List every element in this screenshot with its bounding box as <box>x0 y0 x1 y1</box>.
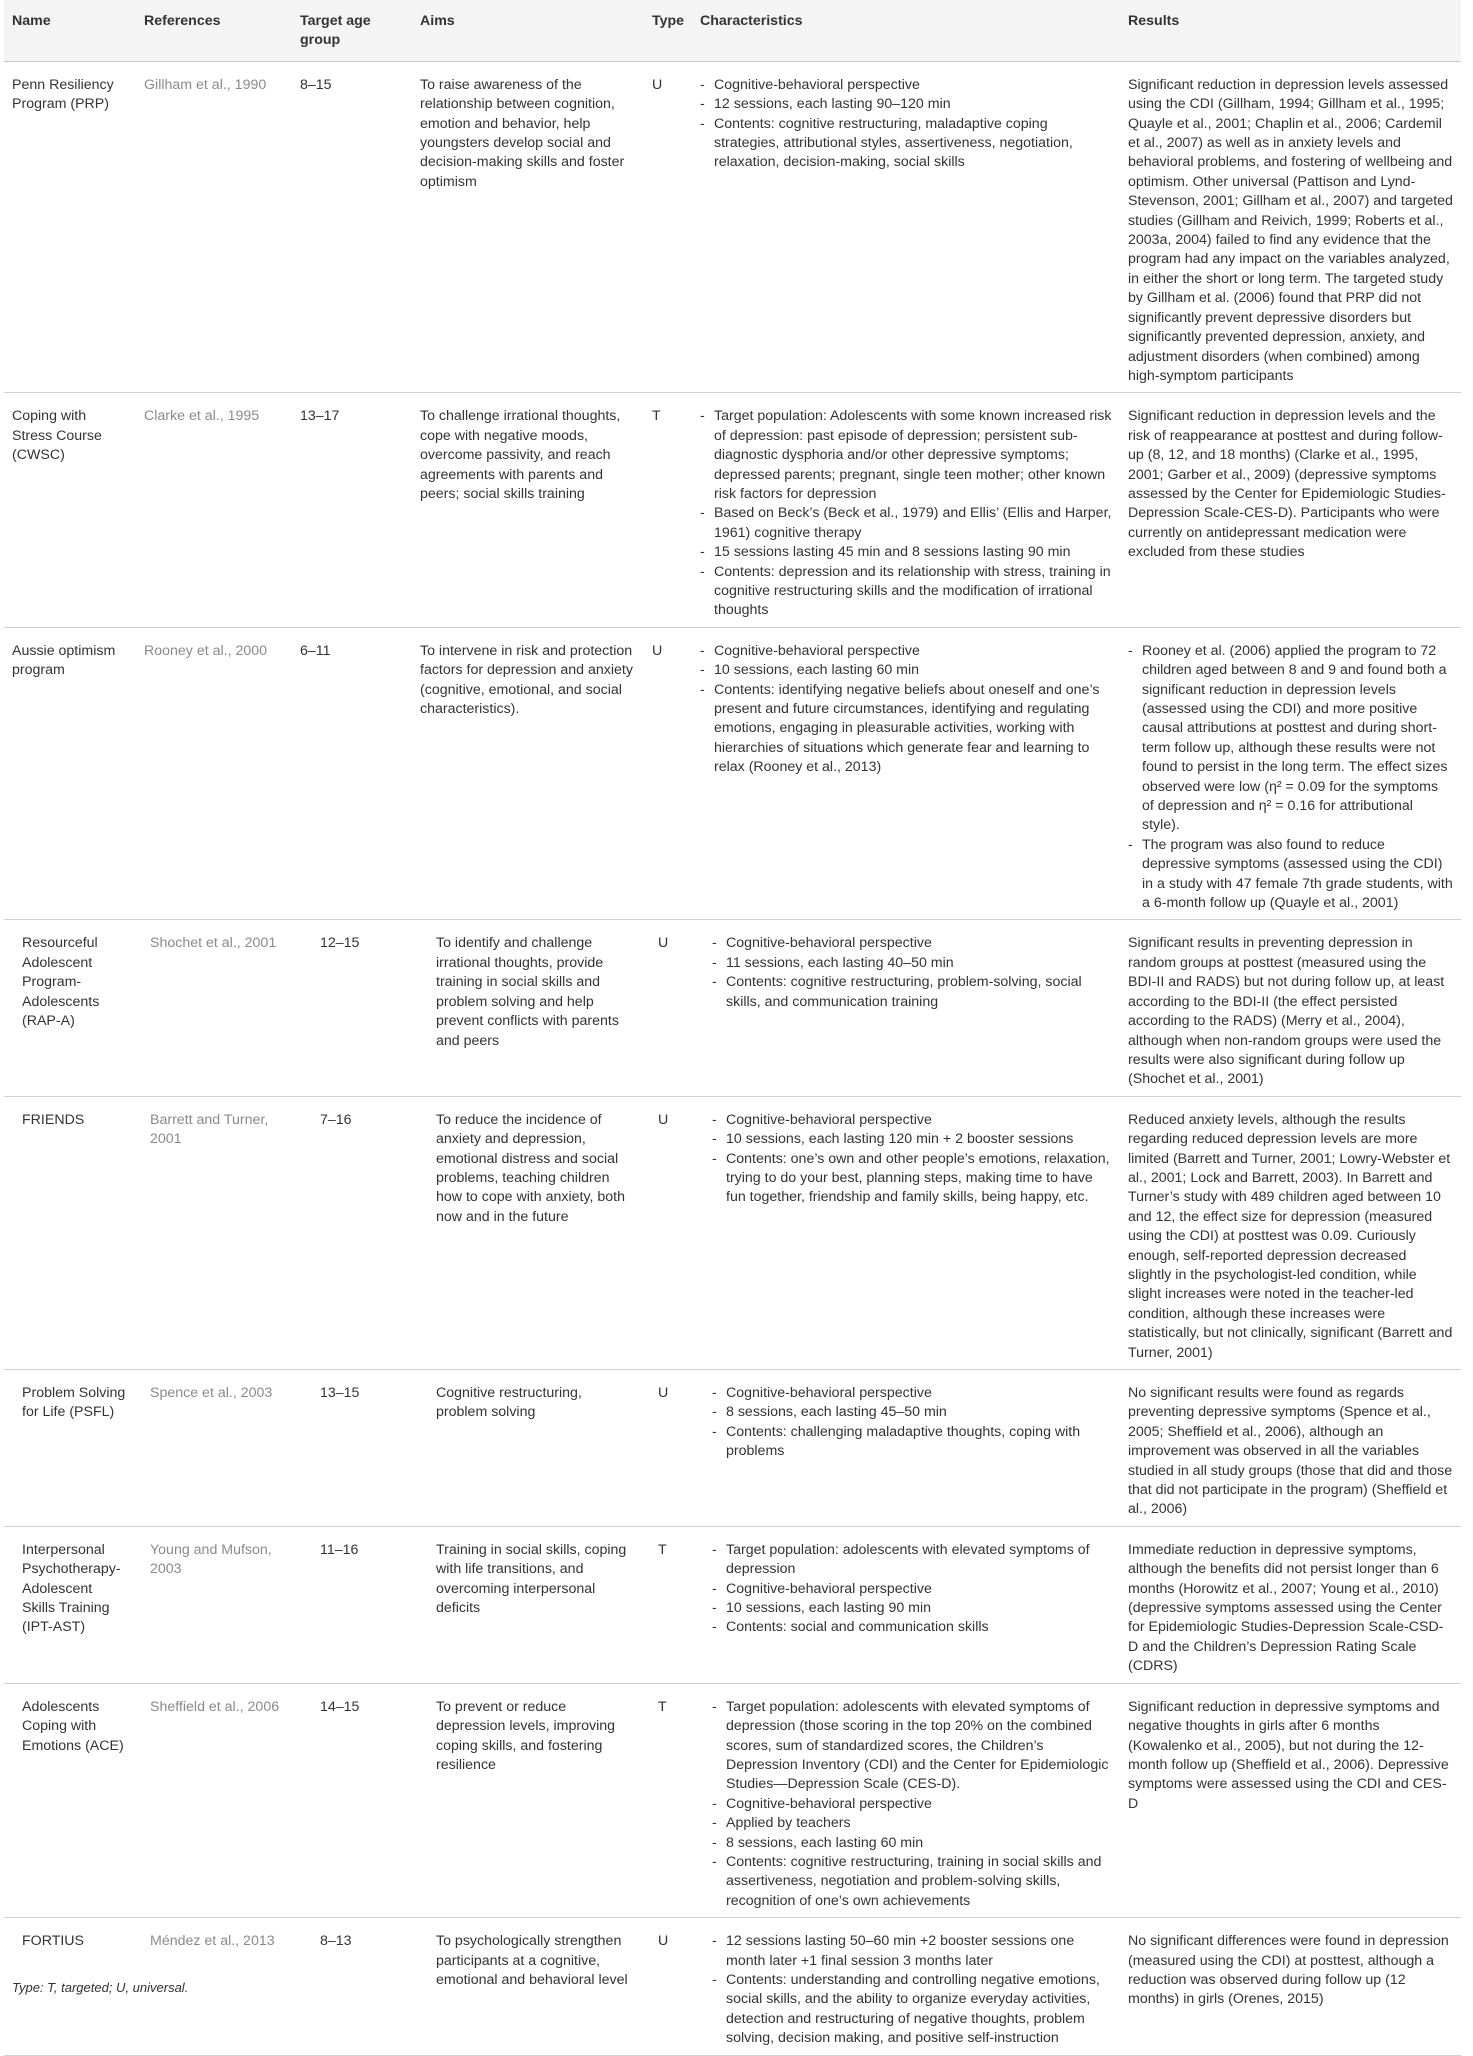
results-text: Significant reduction in depressive symptoms and negative thoughts in girls after 6 months (Kowalenko et al., 2005), but not during the 12-month follow up (Sheffield et al., 2006). Depressive symptoms were assessed using the CDI and CES-D <box>1128 1698 1449 1812</box>
characteristic-item: - Cognitive-behavioral perspective <box>712 1111 1112 1130</box>
cell-target-age <box>292 1526 412 1683</box>
characteristics-list <box>712 1541 1112 1638</box>
cell-characteristics <box>692 627 1120 920</box>
program-name-text: Interpersonal Psychotherapy-Adolescent Skills Training (IPT-AST) <box>22 1541 121 1636</box>
characteristic-item: - Cognitive-behavioral perspective <box>700 76 1112 95</box>
cell-results <box>1120 1918 1461 2055</box>
cell-program-name <box>4 1096 136 1369</box>
target-age-text: 6–11 <box>300 642 331 659</box>
characteristic-item: - Contents: challenging maladaptive thoughts, coping with problems <box>712 1423 1112 1462</box>
characteristic-item: - Target population: Adolescents with some known increased risk of depression: past episode of depression; persistent sub-diagnostic dysphoria and/or other depressive symptoms; depressed parents; pregnant, single teen mother; other known risk factors for depression <box>700 407 1112 504</box>
target-age-text: 14–15 <box>320 1698 360 1715</box>
characteristic-item: - Cognitive-behavioral perspective <box>712 1795 1112 1814</box>
characteristic-item: - Contents: social and communication skills <box>712 1618 1112 1637</box>
aims-text: Cognitive restructuring, problem solving <box>436 1385 582 1421</box>
cell-aims <box>412 1918 644 2055</box>
table-footnote: Type: T, targeted; U, universal. <box>12 1980 189 1995</box>
cell-characteristics <box>692 920 1120 1096</box>
characteristics-list <box>712 934 1112 1012</box>
reference-text: Gillham et al., 1990 <box>144 76 267 93</box>
type-text: U <box>658 1933 669 1950</box>
cell-results <box>1120 1096 1461 1369</box>
type-text: T <box>658 1698 667 1715</box>
characteristic-item: - Target population: adolescents with elevated symptoms of depression <box>712 1541 1112 1580</box>
header-characteristics: Characteristics <box>692 0 1120 61</box>
characteristic-item: - 8 sessions, each lasting 60 min <box>712 1834 1112 1853</box>
cell-results <box>1120 920 1461 1096</box>
characteristic-item: - 12 sessions, each lasting 90–120 min <box>700 95 1112 114</box>
characteristic-item: - Cognitive-behavioral perspective <box>712 1580 1112 1599</box>
characteristics-list <box>712 1698 1112 1911</box>
type-text: U <box>658 1385 669 1401</box>
reference-text: Shochet et al., 2001 <box>150 935 277 952</box>
characteristic-item: - 8 sessions, each lasting 45–50 min <box>712 1403 1112 1422</box>
cell-target-age <box>292 1370 412 1527</box>
reference-text: Méndez et al., 2013 <box>150 1933 275 1950</box>
cell-results <box>1120 1683 1461 1917</box>
result-item: - Rooney et al. (2006) applied the program to 72 children aged between 8 and 9 and found both a significant reduction in depression levels (assessed using the CDI) and more positive causal attributions at posttest and during short-term follow up, although these results were not found to persist in the long term. The effect sizes observed were low (η² = 0.09 for the symptoms of depression and η² = 0.16 for attributional style). <box>1128 642 1453 836</box>
table-row <box>4 61 1461 393</box>
aims-text: To psychologically strengthen participants at a cognitive, emotional and behavioral level <box>436 1933 628 1988</box>
aims-text: To raise awareness of the relationship between cognition, emotion and behavior, help youngsters develop social and decision-making skills and foster optimism <box>420 76 625 190</box>
cell-characteristics <box>692 61 1120 393</box>
characteristics-list <box>712 1384 1112 1462</box>
characteristic-item: - Contents: one’s own and other people’s emotions, relaxation, trying to do your best, planning steps, making time to have fun together, friendship and family skills, being happy, etc. <box>712 1150 1112 1208</box>
characteristic-item: - Cognitive-behavioral perspective <box>712 934 1112 953</box>
cell-program-name <box>4 1683 136 1917</box>
aims-text: To reduce the incidence of anxiety and depression, emotional distress and social problems, teaching children how to cope with anxiety, both now and in the future <box>436 1111 626 1225</box>
cell-aims <box>412 61 644 393</box>
program-name-text: Problem Solving for Life (PSFL) <box>22 1385 126 1421</box>
characteristic-item: - 10 sessions, each lasting 120 min + 2 booster sessions <box>712 1130 1112 1149</box>
results-text: Significant reduction in depression levels and the risk of reappearance at posttest and during follow-up (8, 12, and 18 months) (Clarke et al., 1995, 2001; Garber et al., 2009) (depressive symptoms assessed by the Center for Epidemiologic Studies-Depression Scale-CES-D). Participants who were currently on antidepressant medication were excluded from these studies <box>1128 408 1446 561</box>
table-row <box>4 1370 1461 1527</box>
table-row <box>4 627 1461 920</box>
reference-text: Sheffield et al., 2006 <box>150 1698 280 1715</box>
characteristic-item: - Contents: cognitive restructuring, problem-solving, social skills, and communication training <box>712 973 1112 1012</box>
results-text: Reduced anxiety levels, although the results regarding reduced depression levels are more limited (Barrett and Turner, 2001; Lowry-Webster et al., 2001; Lock and Barrett, 2003). In Barrett and Turner’s study with 489 children aged between 10 and 12, the effect size for depression (measured using the CDI) at posttest was 0.09. Curiously enough, self-reported depression decreased slightly in the psychologist-led condition, while slight increases were noted in the teacher-led condition, although these increases were statistically, but not clinically, significant (Barrett and Turner, 2001) <box>1128 1111 1453 1361</box>
results-text: No significant results were found as regards preventing depressive symptoms (Spence et al., 2005; Sheffield et al., 2006), although an improvement was observed in all the variables studied in all study groups (those that did and those that did not participate in the program) (Sheffield et al., 2006) <box>1128 1385 1453 1518</box>
table-row <box>4 920 1461 1096</box>
target-age-text: 13–17 <box>300 408 340 425</box>
cell-program-name <box>4 393 136 627</box>
cell-characteristics <box>692 393 1120 627</box>
table-row <box>4 1526 1461 1683</box>
program-name-text: FRIENDS <box>22 1111 85 1128</box>
cell-results <box>1120 1526 1461 1683</box>
cell-type <box>644 61 692 393</box>
cell-type <box>644 1526 692 1683</box>
program-name-text: Coping with Stress Course (CWSC) <box>12 408 102 464</box>
cell-type <box>644 1370 692 1527</box>
reference-text: Rooney et al., 2000 <box>144 642 268 659</box>
table-row <box>4 393 1461 627</box>
cell-reference <box>136 1526 292 1683</box>
program-name-text: FORTIUS <box>22 1933 85 1950</box>
cell-results <box>1120 393 1461 627</box>
aims-text: To prevent or reduce depression levels, improving coping skills, and fostering resilience <box>436 1698 616 1773</box>
type-text: T <box>658 1541 667 1558</box>
aims-text: To identify and challenge irrational thoughts, provide training in social skills and problem solving and help prevent conflicts with parents and peers <box>436 935 619 1049</box>
cell-reference <box>136 1096 292 1369</box>
aims-text: To challenge irrational thoughts, cope with negative moods, overcome passivity, and reach agreements with parents and peers; social skills training <box>420 408 621 502</box>
characteristics-list <box>700 642 1112 778</box>
cell-type <box>644 393 692 627</box>
cell-characteristics <box>692 1526 1120 1683</box>
cell-program-name <box>4 627 136 920</box>
header-type: Type <box>644 0 692 61</box>
cell-aims <box>412 627 644 920</box>
result-item: - The program was also found to reduce depressive symptoms (assessed using the CDI) in a study with 47 female 7th grade students, with a 6-month follow up (Quayle et al., 2001) <box>1128 836 1453 914</box>
cell-program-name <box>4 1526 136 1683</box>
reference-text: Spence et al., 2003 <box>150 1385 273 1401</box>
programs-table <box>4 0 1461 2056</box>
characteristic-item: - 11 sessions, each lasting 40–50 min <box>712 954 1112 973</box>
cell-program-name <box>4 920 136 1096</box>
cell-aims <box>412 393 644 627</box>
characteristic-item: - Based on Beck’s (Beck et al., 1979) and Ellis’ (Ellis and Harper, 1961) cognitive therapy <box>700 504 1112 543</box>
characteristic-item: - Contents: understanding and controlling negative emotions, social skills, and the ability to organize everyday activities, detection and restructuring of negative thoughts, problem solving, decision making, and positive self-instruction <box>712 1971 1112 2049</box>
characteristics-list <box>712 1932 1112 2048</box>
target-age-text: 8–13 <box>320 1933 352 1950</box>
cell-reference <box>136 61 292 393</box>
characteristic-item: - 15 sessions lasting 45 min and 8 sessions lasting 90 min <box>700 543 1112 562</box>
reference-text: Clarke et al., 1995 <box>144 408 260 425</box>
characteristic-item: - 12 sessions lasting 50–60 min +2 booster sessions one month later +1 final session 3 months later <box>712 1932 1112 1971</box>
results-text: Significant results in preventing depression in random groups at posttest (measured using the BDI-II and RADS) but not during follow up, at least according to the BDI-II (the effect persisted according to the RADS) (Merry et al., 2004), although when non-random groups were used the results were also significant during follow up (Shochet et al., 2001) <box>1128 935 1445 1088</box>
characteristic-item: - Contents: identifying negative beliefs about oneself and one’s present and future circumstances, identifying and regulating emotions, engaging in pleasurable activities, working with hierarchies of situations which generate fear and learning to relax (Rooney et al., 2013) <box>700 681 1112 778</box>
target-age-text: 12–15 <box>320 935 360 952</box>
cell-type <box>644 1096 692 1369</box>
characteristic-item: - Contents: depression and its relationship with stress, training in cognitive restructuring skills and the modification of irrational thoughts <box>700 563 1112 621</box>
characteristic-item: - Cognitive-behavioral perspective <box>700 642 1112 661</box>
cell-target-age <box>292 393 412 627</box>
cell-results <box>1120 627 1461 920</box>
cell-characteristics <box>692 1918 1120 2055</box>
aims-text: To intervene in risk and protection factors for depression and anxiety (cognitive, emotional, and social characteristics). <box>420 642 633 717</box>
table-row <box>4 1096 1461 1369</box>
characteristic-item: - Target population: adolescents with elevated symptoms of depression (those scoring in the top 20% on the combined scores, sum of standardized scores, the Children’s Depression Inventory (CDI) and the Center for Epidemiologic Studies—Depression Scale (CES-D). <box>712 1698 1112 1795</box>
header-aims: Aims <box>412 0 644 61</box>
target-age-text: 7–16 <box>320 1111 352 1128</box>
cell-characteristics <box>692 1370 1120 1527</box>
cell-reference <box>136 1370 292 1527</box>
cell-type <box>644 1918 692 2055</box>
cell-target-age <box>292 627 412 920</box>
cell-aims <box>412 1683 644 1917</box>
reference-text: Barrett and Turner, 2001 <box>150 1111 269 1148</box>
header-row <box>4 0 1461 61</box>
type-text: U <box>658 1111 669 1128</box>
cell-target-age <box>292 1918 412 2055</box>
characteristic-item: - 10 sessions, each lasting 90 min <box>712 1599 1112 1618</box>
cell-aims <box>412 920 644 1096</box>
results-list <box>1128 642 1453 914</box>
target-age-text: 11–16 <box>320 1541 359 1558</box>
cell-results <box>1120 61 1461 393</box>
results-text: No significant differences were found in depression (measured using the CDI) at posttest, although a reduction was observed during follow up (12 months) in girls (Orenes, 2015) <box>1128 1933 1449 2008</box>
results-text: Immediate reduction in depressive symptoms, although the benefits did not persist longer than 6 months (Horowitz et al., 2007; Young et al., 2010) (depressive symptoms assessed using the Center for Epidemiologic Studies-Depression Scale-CSD-D and the Children’s Depression Rating Scale (CDRS) <box>1128 1541 1444 1675</box>
cell-aims <box>412 1096 644 1369</box>
cell-characteristics <box>692 1683 1120 1917</box>
target-age-text: 13–15 <box>320 1385 360 1401</box>
cell-program-name <box>4 1370 136 1527</box>
table-body <box>4 61 1461 2055</box>
cell-results <box>1120 1370 1461 1527</box>
reference-text: Young and Mufson, 2003 <box>150 1541 272 1578</box>
characteristic-item: - Applied by teachers <box>712 1814 1112 1833</box>
characteristics-list <box>700 76 1112 173</box>
target-age-text: 8–15 <box>300 76 332 93</box>
cell-reference <box>136 1683 292 1917</box>
type-text: U <box>652 76 663 93</box>
table-row <box>4 1918 1461 2055</box>
characteristics-list <box>712 1111 1112 1208</box>
cell-target-age <box>292 61 412 393</box>
aims-text: Training in social skills, coping with life transitions, and overcoming interpersonal deficits <box>436 1541 627 1617</box>
header-references: References <box>136 0 292 61</box>
cell-reference <box>136 627 292 920</box>
cell-type <box>644 920 692 1096</box>
cell-characteristics <box>692 1096 1120 1369</box>
cell-type <box>644 1683 692 1917</box>
table-header <box>4 0 1461 61</box>
header-results: Results <box>1120 0 1461 61</box>
results-text: Significant reduction in depression levels assessed using the CDI (Gillham, 1994; Gillham et al., 1995; Quayle et al., 2001; Chaplin et al., 2006; Cardemil et al., 2007) as well as in anxiety levels and behavioral problems, and fostering of wellbeing and optimism. Other universal (Pattison and Lynd-Stevenson, 2001; Gillham et al., 2007) and targeted studies (Gillham and Reivich, 1999; Roberts et al., 2003a, 2004) failed to find any evidence that the program had any impact on the variables analyzed, in either the short or long term. The targeted study by Gillham et al. (2006) found that PRP did not significantly prevent depressive disorders but significantly prevented depression, anxiety, and adjustment disorders (when combined) among high-symptom participants <box>1128 76 1453 384</box>
cell-aims <box>412 1370 644 1527</box>
characteristic-item: - Contents: cognitive restructuring, training in social skills and assertiveness, negotiation and problem-solving skills, recognition of one’s own achievements <box>712 1853 1112 1911</box>
characteristic-item: - Contents: cognitive restructuring, maladaptive coping strategies, attributional styles, assertiveness, negotiation, relaxation, decision-making, social skills <box>700 115 1112 173</box>
program-name-text: Aussie optimism program <box>12 642 116 679</box>
type-text: U <box>652 642 663 659</box>
program-name-text: Resourceful Adolescent Program-Adolescents (RAP-A) <box>22 935 100 1030</box>
characteristic-item: - 10 sessions, each lasting 60 min <box>700 661 1112 680</box>
cell-type <box>644 627 692 920</box>
type-text: U <box>658 935 669 952</box>
cell-target-age <box>292 1096 412 1369</box>
cell-target-age <box>292 920 412 1096</box>
cell-target-age <box>292 1683 412 1917</box>
header-name: Name <box>4 0 136 61</box>
cell-reference <box>136 393 292 627</box>
cell-aims <box>412 1526 644 1683</box>
cell-reference <box>136 920 292 1096</box>
type-text: T <box>652 408 661 425</box>
header-target-age-group: Target age group <box>292 0 412 61</box>
table-row <box>4 1683 1461 1917</box>
characteristic-item: - Cognitive-behavioral perspective <box>712 1384 1112 1403</box>
program-name-text: Adolescents Coping with Emotions (ACE) <box>22 1698 124 1754</box>
characteristics-list <box>700 407 1112 620</box>
cell-program-name <box>4 61 136 393</box>
program-name-text: Penn Resiliency Program (PRP) <box>12 76 114 113</box>
